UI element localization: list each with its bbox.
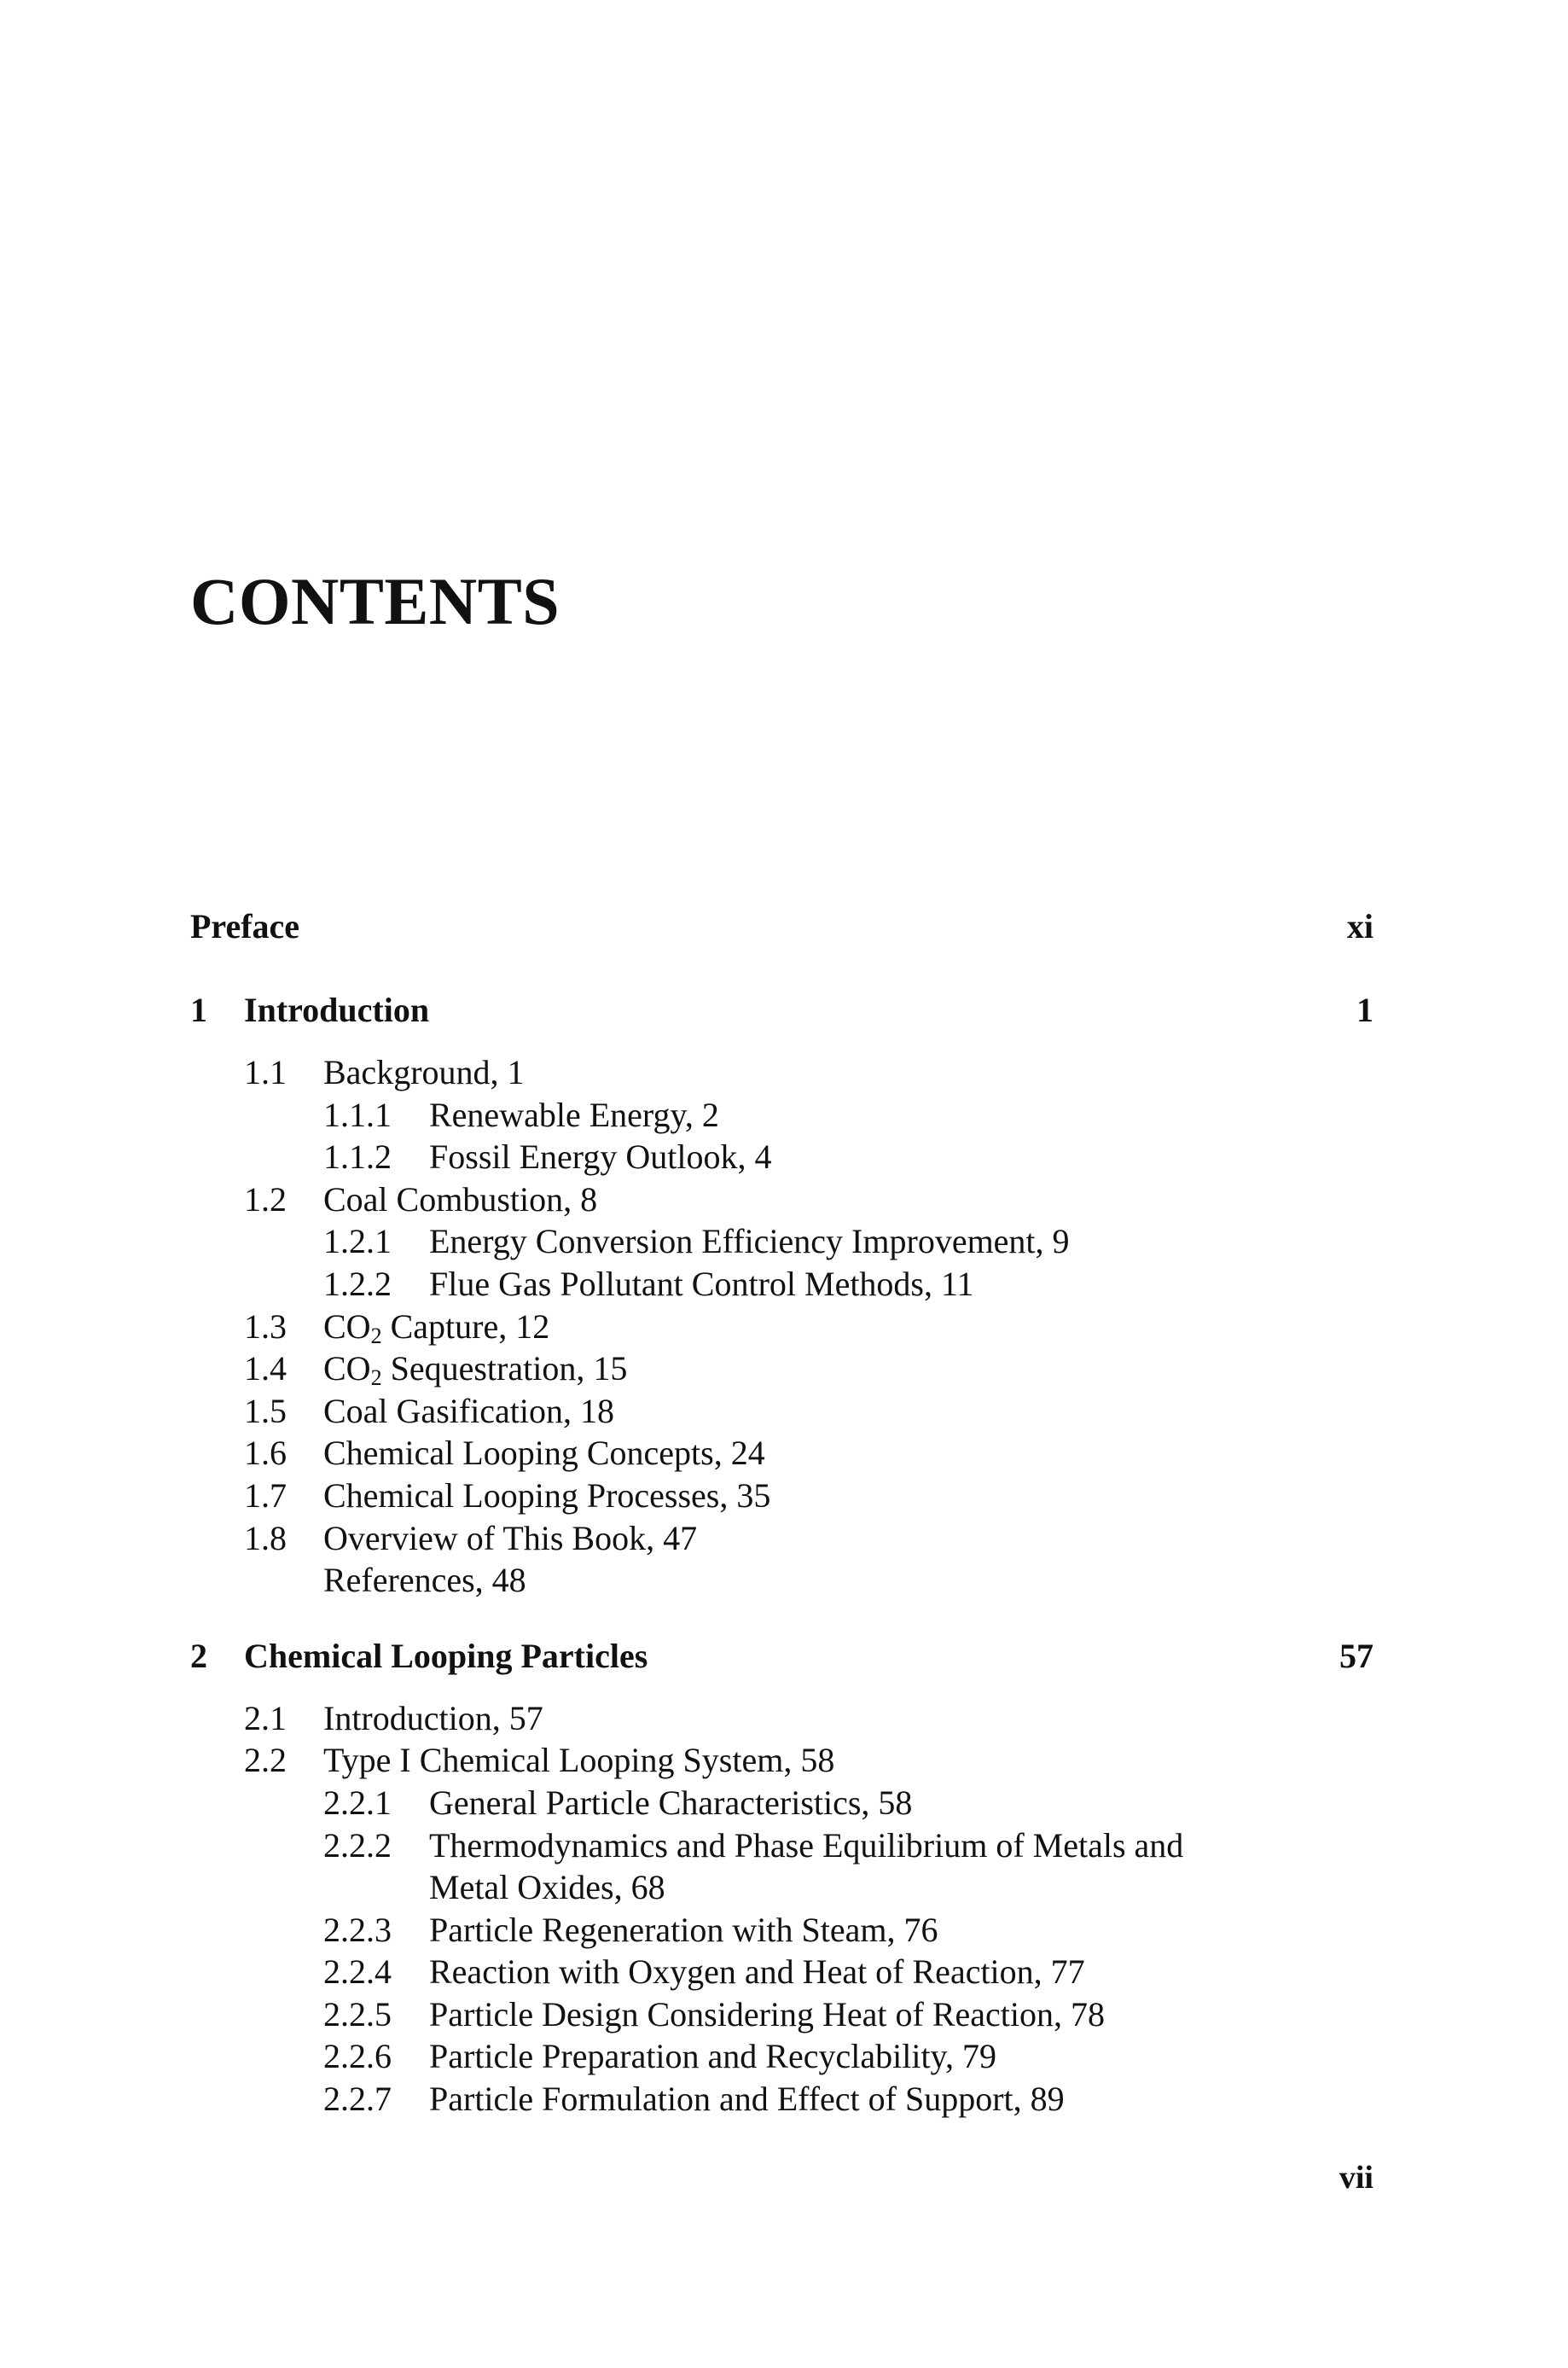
entry-title <box>429 1951 1373 1993</box>
entry-title-text: Chemical Looping Processes, 35 <box>323 1475 771 1515</box>
toc-entry[interactable] <box>190 1517 1373 1560</box>
entry-title-subscript: 2 <box>370 1365 382 1391</box>
entry-title-text: Particle Design Considering Heat of Reaction, 78 <box>429 1994 1106 2033</box>
toc-entry[interactable] <box>190 2078 1373 2121</box>
entry-title <box>429 1824 1373 1909</box>
toc-entry[interactable] <box>190 1347 1373 1390</box>
entry-number: 2.2.4 <box>323 1952 392 1992</box>
toc-entry[interactable] <box>190 1263 1373 1306</box>
entry-title <box>323 1178 1373 1221</box>
toc-entry[interactable] <box>190 1220 1373 1263</box>
entry-title <box>323 1347 1373 1390</box>
entry-title <box>429 1993 1373 2036</box>
page-title: CONTENTS <box>190 564 560 638</box>
toc-entry[interactable] <box>190 1051 1373 1094</box>
entry-number: 1.4 <box>244 1349 287 1388</box>
toc-entry[interactable] <box>190 1432 1373 1475</box>
entry-title-text: Renewable Energy, 2 <box>429 1095 719 1134</box>
entry-title-text: Overview of This Book, 47 <box>323 1518 698 1557</box>
entry-number: 2.2.7 <box>323 2080 392 2119</box>
entry-title-rest: Sequestration, 15 <box>381 1349 628 1388</box>
entry-number: 1.6 <box>244 1434 287 1473</box>
chapter-1-entries <box>190 1051 1373 1602</box>
entry-title <box>323 1306 1373 1348</box>
entry-title-text: Type I Chemical Looping System, 58 <box>323 1741 835 1780</box>
entry-title <box>323 1432 1373 1475</box>
chapter-title: Chemical Looping Particles <box>244 1636 648 1675</box>
entry-title-subscript: 2 <box>370 1323 382 1348</box>
toc-entry[interactable] <box>190 1993 1373 2036</box>
chapter-number: 1 <box>190 991 207 1029</box>
toc-entry[interactable] <box>190 1136 1373 1178</box>
toc-entry[interactable] <box>190 1178 1373 1221</box>
entry-title-text: General Particle Characteristics, 58 <box>429 1783 913 1822</box>
entry-title <box>323 1517 1373 1560</box>
entry-title-text: Fossil Energy Outlook, 4 <box>429 1137 772 1177</box>
toc-entry[interactable] <box>190 1697 1373 1740</box>
chapter-page: 57 <box>1339 1636 1373 1675</box>
preface-label: Preface <box>190 907 300 945</box>
entry-number: 1.7 <box>244 1475 287 1515</box>
entry-number: 1.2 <box>244 1179 287 1219</box>
chapter-2-heading[interactable] <box>190 1636 1373 1689</box>
toc-entry[interactable] <box>190 1559 1373 1602</box>
entry-number: 2.2 <box>244 1741 287 1780</box>
entry-number: 1.2.1 <box>323 1222 392 1261</box>
toc-entry[interactable] <box>190 1782 1373 1824</box>
chapter-page: 1 <box>1356 991 1373 1029</box>
entry-title <box>323 1475 1373 1517</box>
entry-number: 1.8 <box>244 1518 287 1557</box>
entry-title-text: Energy Conversion Efficiency Improvement, 9 <box>429 1222 1070 1261</box>
toc-entry[interactable] <box>190 2035 1373 2078</box>
entry-number: 2.1 <box>244 1698 287 1737</box>
entry-number: 1.1.1 <box>323 1095 392 1134</box>
toc-entry[interactable] <box>190 1475 1373 1517</box>
entry-title <box>429 1263 1373 1306</box>
entry-title-text: References, 48 <box>323 1561 526 1600</box>
entry-title-prefix: CO <box>323 1306 371 1346</box>
entry-title <box>323 1697 1373 1740</box>
entry-title <box>429 1782 1373 1824</box>
entry-number: 1.5 <box>244 1391 287 1430</box>
entry-title-continuation: Metal Oxides, 68 <box>429 1868 665 1907</box>
entry-number: 2.2.3 <box>323 1910 392 1949</box>
entry-title-text: Thermodynamics and Phase Equilibrium of Metals and <box>429 1825 1184 1865</box>
entry-title-rest: Capture, 12 <box>381 1306 550 1346</box>
entry-number <box>244 1559 323 1602</box>
entry-title-text: Coal Gasification, 18 <box>323 1391 615 1430</box>
entry-number: 1.3 <box>244 1306 287 1346</box>
entry-number: 2.2.6 <box>323 2037 392 2076</box>
entry-title-text: Chemical Looping Concepts, 24 <box>323 1434 765 1473</box>
entry-number: 1.2.2 <box>323 1264 392 1303</box>
entry-title <box>429 2078 1373 2121</box>
entry-title-text: Reaction with Oxygen and Heat of Reaction, 77 <box>429 1952 1085 1992</box>
entry-number: 2.2.1 <box>323 1783 392 1822</box>
chapter-1-heading[interactable] <box>190 990 1373 1043</box>
entry-number: 1.1.2 <box>323 1137 392 1177</box>
chapter-2-entries <box>190 1697 1373 2121</box>
toc-entry[interactable] <box>190 1951 1373 1993</box>
toc-entry[interactable] <box>190 1909 1373 1952</box>
entry-title-text: Flue Gas Pollutant Control Methods, 11 <box>429 1264 974 1303</box>
toc-entry[interactable] <box>190 1094 1373 1137</box>
entry-title-text: Particle Regeneration with Steam, 76 <box>429 1910 938 1949</box>
entry-title <box>429 2035 1373 2078</box>
toc-entry[interactable] <box>190 1306 1373 1348</box>
toc-entry[interactable] <box>190 1824 1373 1909</box>
entry-title <box>323 1739 1373 1782</box>
entry-number: 2.2.5 <box>323 1994 392 2033</box>
toc-preface-row[interactable] <box>190 906 1373 956</box>
entry-title <box>323 1051 1373 1094</box>
entry-title-prefix: CO <box>323 1349 371 1388</box>
entry-number: 2.2.2 <box>323 1825 392 1865</box>
entry-title <box>429 1094 1373 1137</box>
entry-number: 1.1 <box>244 1053 287 1091</box>
entry-title <box>323 1559 1373 1602</box>
entry-title-text: Introduction, 57 <box>323 1698 543 1737</box>
toc-entry[interactable] <box>190 1739 1373 1782</box>
entry-title-text: Background, 1 <box>323 1053 525 1091</box>
preface-page: xi <box>1346 907 1373 945</box>
entry-title <box>323 1390 1373 1433</box>
page-folio: vii <box>1339 2160 1373 2196</box>
entry-title-text: Coal Combustion, 8 <box>323 1179 598 1219</box>
table-of-contents <box>190 906 1373 2121</box>
entry-title <box>429 1136 1373 1178</box>
chapter-number: 2 <box>190 1636 207 1675</box>
entry-title-text: Particle Formulation and Effect of Support, 89 <box>429 2080 1065 2119</box>
entry-title <box>429 1909 1373 1952</box>
toc-entry[interactable] <box>190 1390 1373 1433</box>
entry-title <box>429 1220 1373 1263</box>
entry-title-text: Particle Preparation and Recyclability, 79 <box>429 2037 996 2076</box>
chapter-title: Introduction <box>244 991 430 1029</box>
